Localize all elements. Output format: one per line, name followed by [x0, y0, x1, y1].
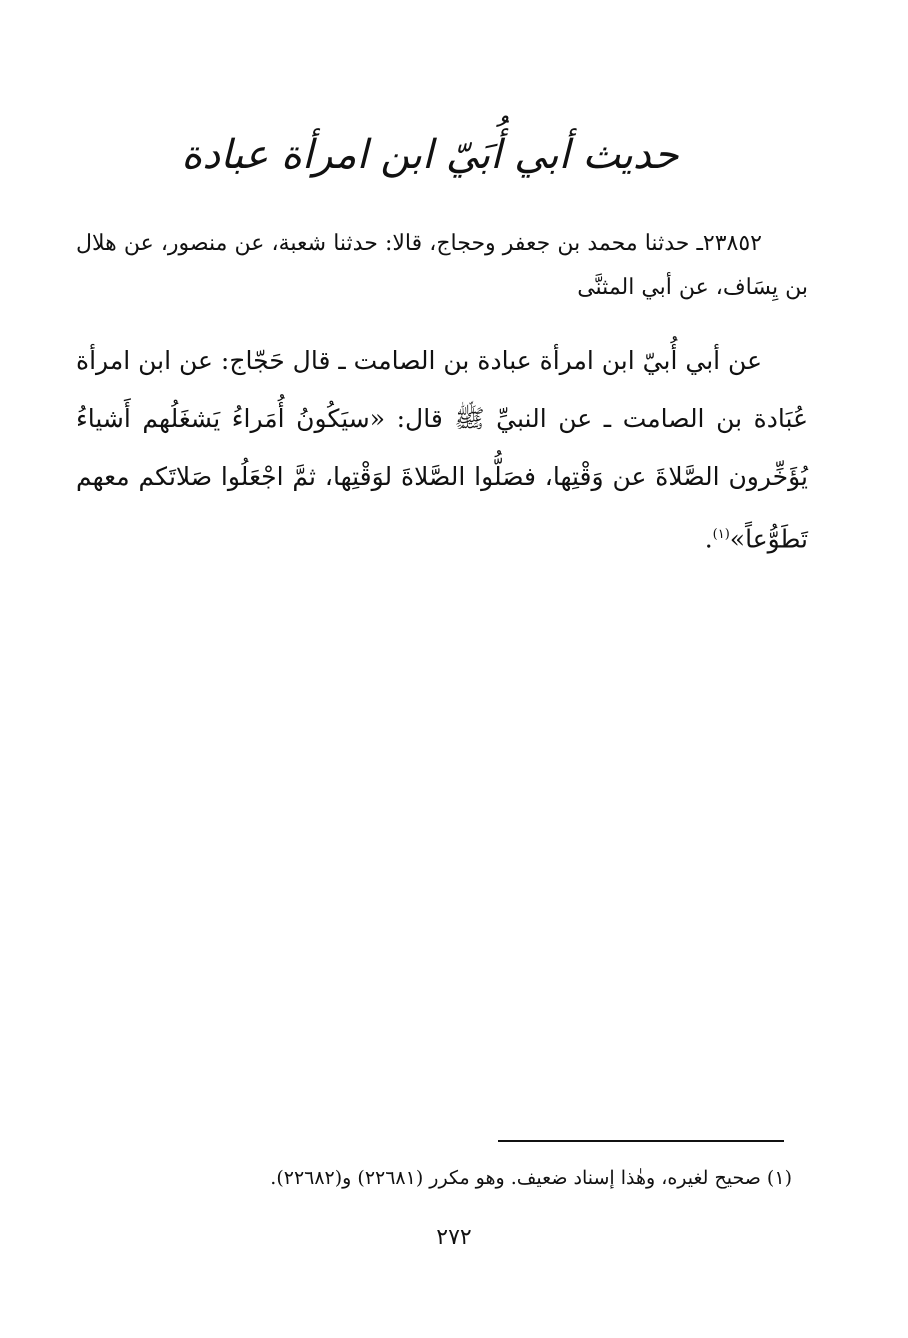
end-mark: .: [704, 524, 713, 554]
footnote-reference: (١): [712, 527, 730, 542]
footnote-divider: [498, 1140, 784, 1142]
footnote-text: (١) صحيح لغيره، وهٰذا إسناد ضعيف. وهو مكرر (٢٢٦٨١) و(٢٢٦٨٢).: [270, 1167, 792, 1189]
section-title: حديث أبي أُبَيّ ابن امرأة عبادة: [181, 132, 679, 178]
isnad-text: ٢٣٨٥٢ـ حدثنا محمد بن جعفر وحجاج، قالا: حدثنا شعبة، عن منصور، عن هلال بن يِسَاف، عن أبي المثنَّى: [76, 231, 808, 300]
hadith-matn: [76, 332, 808, 568]
page-number: ٢٧٢: [436, 1225, 472, 1250]
hadith-isnad: [76, 222, 808, 310]
matn-text: عن أبي أُبيّ ابن امرأة عبادة بن الصامت ـ قال حَجّاج: عن ابن امرأة عُبَادة بن الصامت ـ عن النبيِّ ﷺ قال: «سيَكُونُ أُمَراءُ يَشغَلُهم أَشياءُ يُؤَخِّرون الصَّلاةَ عن وَقْتِها، فصَلُّوا الصَّلاةَ لوَقْتِها، ثمَّ اجْعَلُوا صَلاتَكم معهم تَطَوُّعاً»: [76, 346, 808, 554]
